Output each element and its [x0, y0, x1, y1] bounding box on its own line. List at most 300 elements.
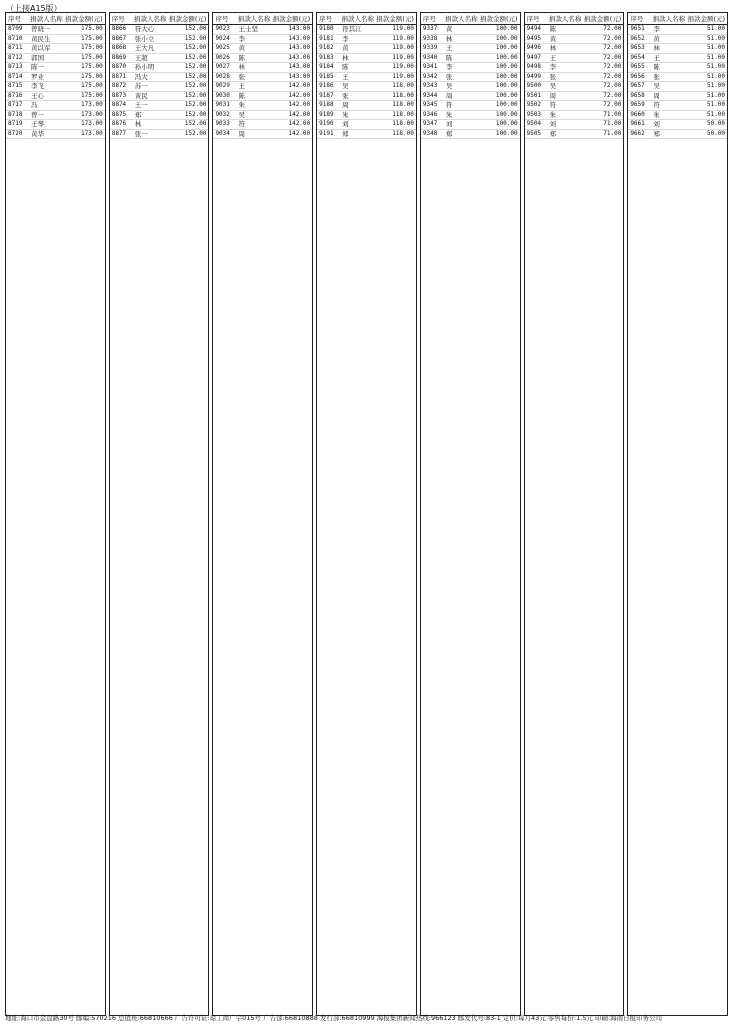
list-column — [316, 12, 417, 1016]
column-body — [213, 25, 312, 1015]
donation-amount: 72.00 — [603, 44, 622, 51]
row-number: 9652 — [630, 34, 645, 42]
donor-name: 朱 — [342, 110, 349, 119]
donation-amount: 51.00 — [706, 34, 726, 42]
donor-name: 冯大 — [134, 72, 148, 81]
list-column — [109, 12, 210, 1016]
row-number: 9338 — [422, 34, 438, 42]
row-number: 9190 — [319, 120, 334, 127]
donor-name: 孙小明 — [134, 63, 155, 71]
donation-amount: 118.00 — [392, 120, 414, 127]
header-amount: 捐款金额(元) — [65, 15, 103, 23]
table-row — [525, 73, 624, 83]
row-number: 9499 — [526, 72, 542, 80]
donor-name: 张 — [653, 72, 660, 81]
row-number: 9185 — [319, 72, 334, 80]
donation-amount: 118.00 — [392, 91, 414, 99]
donation-amount: 71.00 — [603, 129, 622, 137]
donation-amount: 72.00 — [603, 25, 622, 32]
donation-amount: 142.00 — [288, 110, 311, 118]
donor-name: 吴 — [653, 82, 660, 90]
row-number: 8872 — [111, 82, 127, 89]
column-header — [525, 13, 624, 25]
table-row — [421, 120, 520, 130]
row-number: 9187 — [319, 91, 334, 99]
header-no: 序号 — [215, 15, 229, 23]
donor-name: 黄华 — [31, 129, 44, 138]
row-number: 9653 — [630, 44, 645, 51]
donation-amount: 175.00 — [81, 72, 103, 80]
row-number: 8716 — [8, 91, 23, 99]
table-row — [110, 120, 209, 130]
table-row — [421, 111, 520, 121]
donation-amount: 152.00 — [184, 110, 207, 118]
donor-name: 陈 — [238, 53, 245, 62]
row-number: 9027 — [215, 63, 230, 70]
donation-amount: 142.00 — [288, 91, 311, 99]
donation-amount: 143.00 — [288, 63, 311, 70]
column-body — [317, 25, 416, 1015]
table-row — [213, 111, 312, 121]
table-row — [525, 44, 624, 54]
donor-name: 王琴 — [31, 120, 44, 128]
row-number: 9180 — [319, 25, 334, 32]
table-row — [213, 82, 312, 92]
table-row — [110, 35, 209, 45]
row-number: 9662 — [630, 129, 645, 137]
donation-amount: 71.00 — [603, 110, 622, 118]
list-column — [420, 12, 521, 1016]
donor-name: 李 — [342, 34, 349, 43]
table-row — [110, 54, 209, 64]
row-number: 9034 — [215, 129, 230, 137]
donation-amount: 100.00 — [495, 120, 518, 127]
table-row — [421, 25, 520, 35]
donor-name: 朱 — [549, 110, 557, 119]
donor-name: 王 — [445, 44, 453, 52]
table-row — [213, 35, 312, 45]
header-no: 序号 — [422, 15, 436, 23]
table-row — [421, 130, 520, 140]
donation-amount: 152.00 — [184, 53, 207, 61]
row-number: 8874 — [111, 101, 127, 108]
row-number: 9348 — [422, 129, 438, 137]
donation-amount: 51.00 — [706, 63, 726, 70]
table-row — [317, 35, 416, 45]
table-row — [421, 73, 520, 83]
donation-amount: 152.00 — [184, 91, 207, 99]
row-number: 9340 — [422, 53, 438, 61]
donor-name: 郑 — [445, 129, 453, 138]
row-number: 9659 — [630, 101, 645, 108]
donor-name: 张 — [445, 72, 453, 81]
donor-name: 郑 — [134, 110, 142, 119]
table-row — [628, 73, 727, 83]
table-row — [6, 73, 105, 83]
table-row — [421, 54, 520, 64]
table-row — [317, 111, 416, 121]
row-number: 9496 — [526, 44, 542, 51]
donation-amount: 100.00 — [495, 101, 518, 108]
row-number: 9658 — [630, 91, 645, 99]
row-number: 9031 — [215, 101, 230, 108]
header-no: 序号 — [526, 15, 540, 23]
row-number: 9186 — [319, 82, 334, 89]
table-row — [628, 44, 727, 54]
donation-amount: 50.00 — [706, 129, 726, 137]
donor-name: 黄 — [342, 44, 349, 52]
table-row — [6, 111, 105, 121]
donation-amount: 152.00 — [184, 129, 207, 137]
donor-name: 林 — [238, 63, 245, 71]
header-amount: 捐款金额(元) — [687, 15, 726, 23]
row-number: 9498 — [526, 63, 542, 70]
row-number: 8709 — [8, 25, 23, 32]
donor-name: 郭国 — [31, 53, 44, 62]
donation-amount: 152.00 — [184, 25, 207, 32]
continued-note: （上接A15版） — [6, 4, 62, 13]
row-number: 9339 — [422, 44, 438, 51]
donor-name: 黄民 — [134, 91, 148, 100]
table-row — [110, 44, 209, 54]
donor-name: 林 — [549, 44, 557, 52]
donation-amount: 175.00 — [81, 44, 103, 51]
table-row — [317, 25, 416, 35]
row-number: 9343 — [422, 82, 438, 89]
donor-name: 刘 — [549, 120, 557, 128]
donation-amount: 72.00 — [603, 34, 622, 42]
donation-amount: 71.00 — [603, 120, 622, 127]
donor-name: 王超 — [134, 53, 148, 62]
table-row — [628, 101, 727, 111]
row-number: 9337 — [422, 25, 438, 32]
table-row — [213, 92, 312, 102]
table-row — [213, 25, 312, 35]
table-row — [628, 111, 727, 121]
donation-amount: 100.00 — [495, 110, 518, 118]
donation-amount: 118.00 — [392, 82, 414, 89]
table-row — [525, 25, 624, 35]
donation-amount: 152.00 — [184, 34, 207, 42]
table-row — [525, 54, 624, 64]
row-number: 9500 — [526, 82, 542, 89]
donation-amount: 173.00 — [81, 101, 103, 108]
donor-name: 黄 — [549, 34, 557, 43]
donor-name: 王 — [653, 53, 660, 62]
donor-name: 曾一 — [31, 110, 44, 119]
row-number: 9341 — [422, 63, 438, 70]
table-row — [628, 82, 727, 92]
donation-amount: 100.00 — [495, 53, 518, 61]
donation-amount: 175.00 — [81, 82, 103, 89]
table-row — [6, 92, 105, 102]
header-amount: 捐款金额(元) — [168, 15, 207, 23]
row-number: 8873 — [111, 91, 127, 99]
row-number: 8877 — [111, 129, 127, 137]
header-name: 捐款人名称 — [237, 15, 271, 23]
table-row — [525, 35, 624, 45]
row-number: 8712 — [8, 53, 23, 61]
donation-amount: 51.00 — [706, 53, 726, 61]
row-number: 8719 — [8, 120, 23, 127]
donation-amount: 100.00 — [495, 82, 518, 89]
column-body — [6, 25, 105, 1015]
header-name: 捐款人名称 — [445, 15, 478, 23]
donor-name: 王大凡 — [134, 44, 155, 52]
table-row — [317, 92, 416, 102]
row-number: 8875 — [111, 110, 127, 118]
donation-amount: 152.00 — [184, 120, 207, 127]
table-row — [6, 63, 105, 73]
donation-amount: 51.00 — [706, 101, 726, 108]
table-row — [421, 35, 520, 45]
donor-name: 朱 — [238, 101, 245, 109]
donor-name: 李 — [653, 25, 660, 33]
row-number: 9660 — [630, 110, 645, 118]
table-row — [525, 101, 624, 111]
row-number: 9030 — [215, 91, 230, 99]
table-row — [317, 54, 416, 64]
table-row — [6, 35, 105, 45]
row-number: 9347 — [422, 120, 438, 127]
row-number: 9188 — [319, 101, 334, 108]
row-number: 8870 — [111, 63, 127, 70]
donation-amount: 173.00 — [81, 120, 103, 127]
table-row — [421, 63, 520, 73]
column-header — [317, 13, 416, 25]
header-name: 捐款人名称 — [134, 15, 167, 23]
page-footer: 地址:海口市金盘路30号 邮编:570216 总值班:66810666 广告许可证:琼工商广字015号 广告部:66810888 发行部:66810999 海报集团新闻热线:966123 邮发代号:83-1 定价:每月43元 零售每份:1.5元 印刷:海南日报印务公司 — [5, 1014, 663, 1022]
row-number: 9345 — [422, 101, 438, 108]
column-header — [628, 13, 727, 25]
donor-name: 吴 — [238, 110, 245, 119]
row-number: 9502 — [526, 101, 542, 108]
donation-amount: 175.00 — [81, 63, 103, 70]
donor-name: 符 — [445, 101, 453, 109]
table-row — [421, 92, 520, 102]
donor-name: 李 — [238, 34, 245, 43]
column-header — [110, 13, 209, 25]
donation-amount: 72.00 — [603, 101, 622, 108]
row-number: 9494 — [526, 25, 542, 32]
donor-name: 朱 — [653, 110, 660, 119]
header-name: 捐款人名称 — [652, 15, 686, 23]
row-number: 9191 — [319, 129, 334, 137]
donation-amount: 51.00 — [706, 82, 726, 89]
donation-amount: 175.00 — [81, 25, 103, 32]
donor-name: 郑 — [549, 129, 557, 138]
donation-amount: 142.00 — [288, 82, 311, 89]
donor-name: 吴 — [342, 82, 349, 90]
donor-name: 陈 — [549, 25, 557, 33]
row-number: 9032 — [215, 110, 230, 118]
donation-amount: 50.00 — [706, 120, 726, 127]
donor-name: 刘 — [342, 120, 349, 128]
header-no: 序号 — [630, 15, 644, 23]
donor-name: 黄 — [445, 25, 453, 33]
row-number: 9661 — [630, 120, 645, 127]
table-row — [628, 92, 727, 102]
row-number: 8876 — [111, 120, 127, 127]
row-number: 9656 — [630, 72, 645, 80]
donor-name: 周 — [549, 91, 557, 100]
row-number: 9183 — [319, 53, 334, 61]
table-row — [6, 25, 105, 35]
donor-name: 刘 — [445, 120, 453, 128]
header-no: 序号 — [111, 15, 125, 23]
column-body — [525, 25, 624, 1015]
column-body — [421, 25, 520, 1015]
donor-name: 王心 — [31, 91, 44, 100]
row-number: 9497 — [526, 53, 542, 61]
donation-amount: 72.00 — [603, 91, 622, 99]
row-number: 9026 — [215, 53, 230, 61]
row-number: 8867 — [111, 34, 127, 42]
donor-name: 张一 — [134, 129, 148, 138]
donor-name: 王 — [549, 53, 557, 62]
donor-name: 王 — [342, 72, 349, 81]
row-number: 9655 — [630, 63, 645, 70]
table-row — [6, 130, 105, 140]
donation-amount: 143.00 — [288, 44, 311, 51]
table-row — [628, 35, 727, 45]
donor-name: 陈 — [238, 91, 245, 100]
donor-name: 陈 — [342, 63, 349, 71]
donor-name: 周 — [653, 91, 660, 100]
donation-amount: 152.00 — [184, 82, 207, 89]
donor-name: 周 — [342, 101, 349, 109]
table-row — [317, 73, 416, 83]
donor-name: 黄以军 — [31, 44, 51, 52]
table-row — [213, 44, 312, 54]
donation-amount: 118.00 — [392, 101, 414, 108]
table-row — [6, 82, 105, 92]
row-number: 8717 — [8, 101, 23, 108]
table-row — [110, 92, 209, 102]
donor-name: 李 — [549, 63, 557, 71]
list-column — [627, 12, 728, 1016]
row-number: 9024 — [215, 34, 230, 42]
row-number: 9344 — [422, 91, 438, 99]
donor-name: 黄 — [653, 34, 660, 43]
donation-amount: 175.00 — [81, 53, 103, 61]
row-number: 8710 — [8, 34, 23, 42]
column-header — [213, 13, 312, 25]
header-amount: 捐款金额(元) — [272, 15, 311, 23]
header-name: 捐款人名称 — [30, 15, 63, 23]
donation-amount: 72.00 — [603, 63, 622, 70]
table-row — [317, 63, 416, 73]
donation-amount: 100.00 — [495, 91, 518, 99]
donation-amount: 119.00 — [392, 34, 414, 42]
donor-name: 林 — [653, 44, 660, 52]
row-number: 9182 — [319, 44, 334, 51]
list-column — [524, 12, 625, 1016]
header-name: 捐款人名称 — [341, 15, 374, 23]
donation-amount: 118.00 — [392, 110, 414, 118]
table-row — [525, 120, 624, 130]
table-row — [110, 82, 209, 92]
row-number: 9504 — [526, 120, 542, 127]
row-number: 9025 — [215, 44, 230, 51]
donor-name: 罗业 — [31, 72, 44, 81]
table-row — [525, 111, 624, 121]
row-number: 8868 — [111, 44, 127, 51]
column-header — [421, 13, 520, 25]
table-row — [628, 25, 727, 35]
donor-name: 符 — [238, 120, 245, 128]
table-row — [317, 44, 416, 54]
row-number: 9023 — [215, 25, 230, 32]
table-row — [525, 130, 624, 140]
donor-name: 王 — [238, 82, 245, 90]
list-column — [5, 12, 106, 1016]
table-row — [110, 111, 209, 121]
header-amount: 捐款金额(元) — [376, 15, 414, 23]
table-row — [628, 120, 727, 130]
donation-amount: 72.00 — [603, 72, 622, 80]
donation-amount: 143.00 — [288, 53, 311, 61]
header-amount: 捐款金额(元) — [480, 15, 518, 23]
donor-name: 陈 — [653, 63, 660, 71]
donor-name: 张 — [549, 72, 557, 81]
donation-amount: 72.00 — [603, 82, 622, 89]
table-row — [525, 63, 624, 73]
table-row — [213, 101, 312, 111]
table-row — [110, 25, 209, 35]
donor-name: 苏一 — [134, 82, 148, 90]
donation-amount: 100.00 — [495, 25, 518, 32]
donor-name: 林 — [134, 120, 142, 128]
donor-name: 张 — [342, 91, 349, 100]
donor-name: 王士坚 — [238, 25, 258, 33]
donor-name: 刘 — [653, 120, 660, 128]
donation-amount: 173.00 — [81, 110, 103, 118]
table-row — [628, 130, 727, 140]
donor-name: 林 — [445, 34, 453, 43]
donation-amount: 152.00 — [184, 72, 207, 80]
donation-amount: 152.00 — [184, 44, 207, 51]
donation-amount: 51.00 — [706, 110, 726, 118]
row-number: 8871 — [111, 72, 127, 80]
row-number: 9028 — [215, 72, 230, 80]
donor-name: 符 — [549, 101, 557, 109]
table-row — [213, 54, 312, 64]
table-row — [110, 101, 209, 111]
donation-amount: 51.00 — [706, 25, 726, 32]
donation-amount: 175.00 — [81, 91, 103, 99]
table-row — [317, 130, 416, 140]
header-name: 捐款人名称 — [548, 15, 582, 23]
row-number: 8720 — [8, 129, 23, 137]
row-number: 9503 — [526, 110, 542, 118]
row-number: 8718 — [8, 110, 23, 118]
donor-name: 黄 — [238, 44, 245, 52]
row-number: 9501 — [526, 91, 542, 99]
table-row — [421, 44, 520, 54]
donation-amount: 173.00 — [81, 129, 103, 137]
row-number: 9342 — [422, 72, 438, 80]
donor-name: 陈 — [445, 53, 453, 62]
table-row — [213, 73, 312, 83]
donation-amount: 119.00 — [392, 44, 414, 51]
row-number: 9346 — [422, 110, 438, 118]
donation-amount: 175.00 — [81, 34, 103, 42]
row-number: 9651 — [630, 25, 645, 32]
donor-name: 王一 — [134, 101, 148, 109]
row-number: 9657 — [630, 82, 645, 89]
donor-name: 符大心 — [134, 25, 155, 33]
